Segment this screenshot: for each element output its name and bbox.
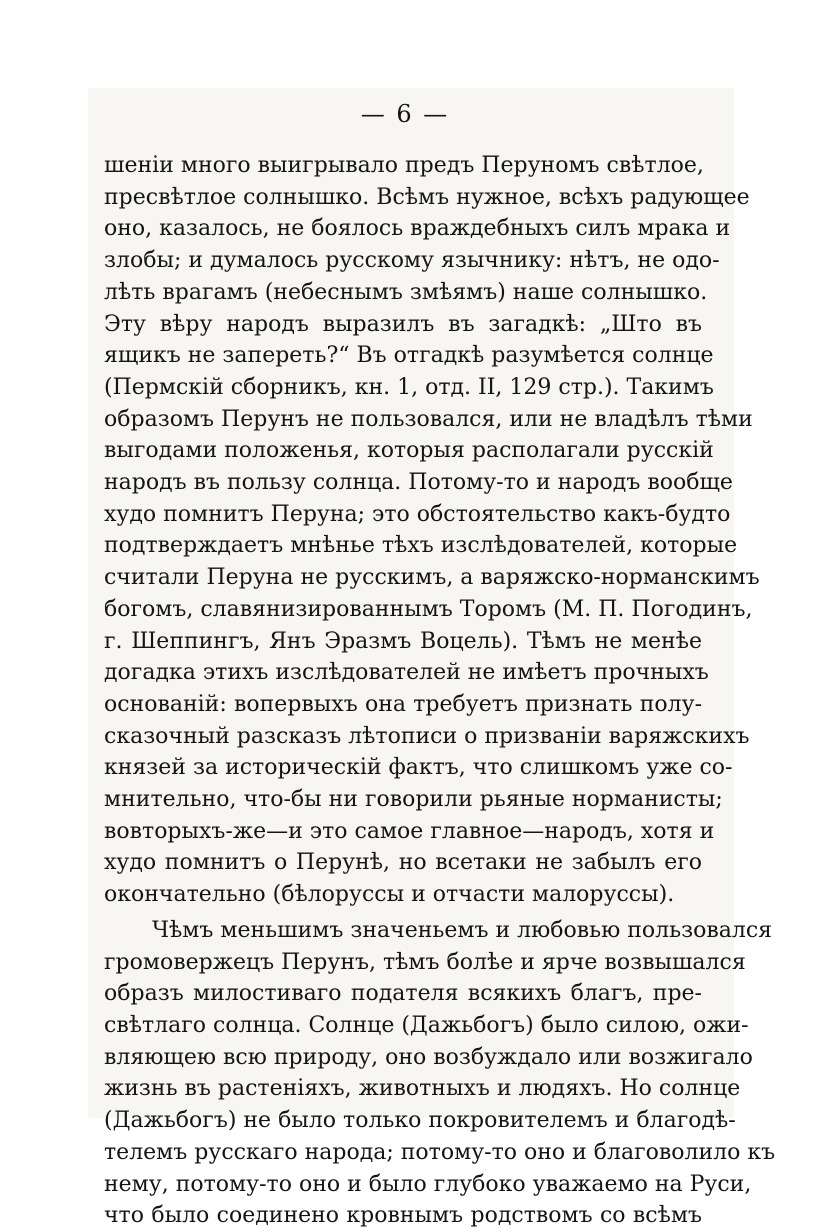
- text-line: худо помнитъ Перуна; это обстоятельство какъ-будто: [104, 501, 731, 527]
- text-line: подтверждаетъ мнѣнье тѣхъ изслѣдователей, которые: [104, 533, 738, 559]
- text-line: богомъ, славянизированнымъ Торомъ (М. П. Погодинъ,: [104, 596, 753, 622]
- text-line: вляющею всю природу, оно возбуждало или возжигало: [104, 1044, 753, 1070]
- text-line: злобы; и думалось русскому язычнику: нѣтъ, не одо-: [104, 248, 720, 274]
- text-line: (Дажьбогъ) не было только покровителемъ и благодѣ-: [104, 1108, 736, 1134]
- text-line: оно, казалось, не боялось враждебныхъ силъ мрака и: [104, 216, 731, 242]
- text-line: догадка этихъ изслѣдователей не имѣетъ прочныхъ: [104, 660, 709, 686]
- text-line: свѣтлаго солнца. Солнце (Дажьбогъ) было силою, ожи-: [104, 1012, 749, 1038]
- text-line: мнительно, что-бы ни говорили рьяные норманисты;: [104, 787, 723, 813]
- text-line: жизнь въ растенiяхъ, животныхъ и людяхъ. Но солнце: [104, 1076, 741, 1102]
- paragraph-1: [104, 150, 760, 911]
- text-line: г. Шеппингъ, Янъ Эразмъ Воцель). Тѣмъ не менѣе: [104, 628, 702, 654]
- text-line: что было соединено кровнымъ родствомъ со всѣмъ: [104, 1203, 702, 1229]
- text-line: ящикъ не запереть?“ Въ отгадкѣ разумѣется солнце: [104, 343, 714, 369]
- text-line: народъ въ пользу солнца. Потому-то и народъ вообще: [104, 470, 733, 496]
- text-line: считали Перуна не русскимъ, а варяжско-норманскимъ: [104, 565, 760, 591]
- text-line: нему, потому-то оно и было глубоко уважаемо на Руси,: [104, 1171, 752, 1197]
- text-line: образомъ Перунъ не пользовался, или не владѣлъ тѣми: [104, 406, 753, 432]
- page-body-text: [104, 150, 776, 1232]
- text-line: князей за историческiй фактъ, что слишкомъ уже со-: [104, 755, 733, 781]
- text-line: худо помнитъ о Перунѣ, но всетаки не забылъ его: [104, 850, 702, 876]
- text-line: сказочный разсказъ лѣтописи о призванiи варяжскихъ: [104, 723, 750, 749]
- text-line: вовторыхъ-же—и это самое главное—народъ, хотя и: [104, 818, 715, 844]
- page-number-header: — 6 —: [360, 100, 450, 128]
- text-line: окончательно (бѣлоруссы и отчасти малоруссы).: [104, 882, 675, 908]
- text-line: Чѣмъ меньшимъ значеньемъ и любовью пользовался: [152, 917, 773, 943]
- text-line: (Пермскiй сборникъ, кн. 1, отд. II, 129 стр.). Такимъ: [104, 374, 714, 400]
- text-line: шенiи много выигрывало предъ Перуномъ свѣтлое,: [104, 153, 704, 178]
- paragraph-2: [104, 915, 776, 1232]
- text-line: выгодами положенья, которыя располагали русскiй: [104, 438, 714, 464]
- text-line: телемъ русскаго народа; потому-то оно и благоволило къ: [104, 1139, 776, 1165]
- text-line: образъ милостиваго подателя всякихъ благъ, пре-: [104, 981, 702, 1007]
- text-line: Эту вѣру народъ выразилъ въ загадкѣ: „Што въ: [104, 311, 702, 337]
- text-line: основанiй: вопервыхъ она требуетъ признать полу-: [104, 691, 702, 717]
- text-line: громовержецъ Перунъ, тѣмъ болѣе и ярче возвышался: [104, 949, 746, 975]
- text-line: пресвѣтлое солнышко. Всѣмъ нужное, всѣхъ радующее: [104, 184, 750, 210]
- text-line: лѣть врагамъ (небеснымъ змѣямъ) наше солнышко.: [104, 279, 708, 305]
